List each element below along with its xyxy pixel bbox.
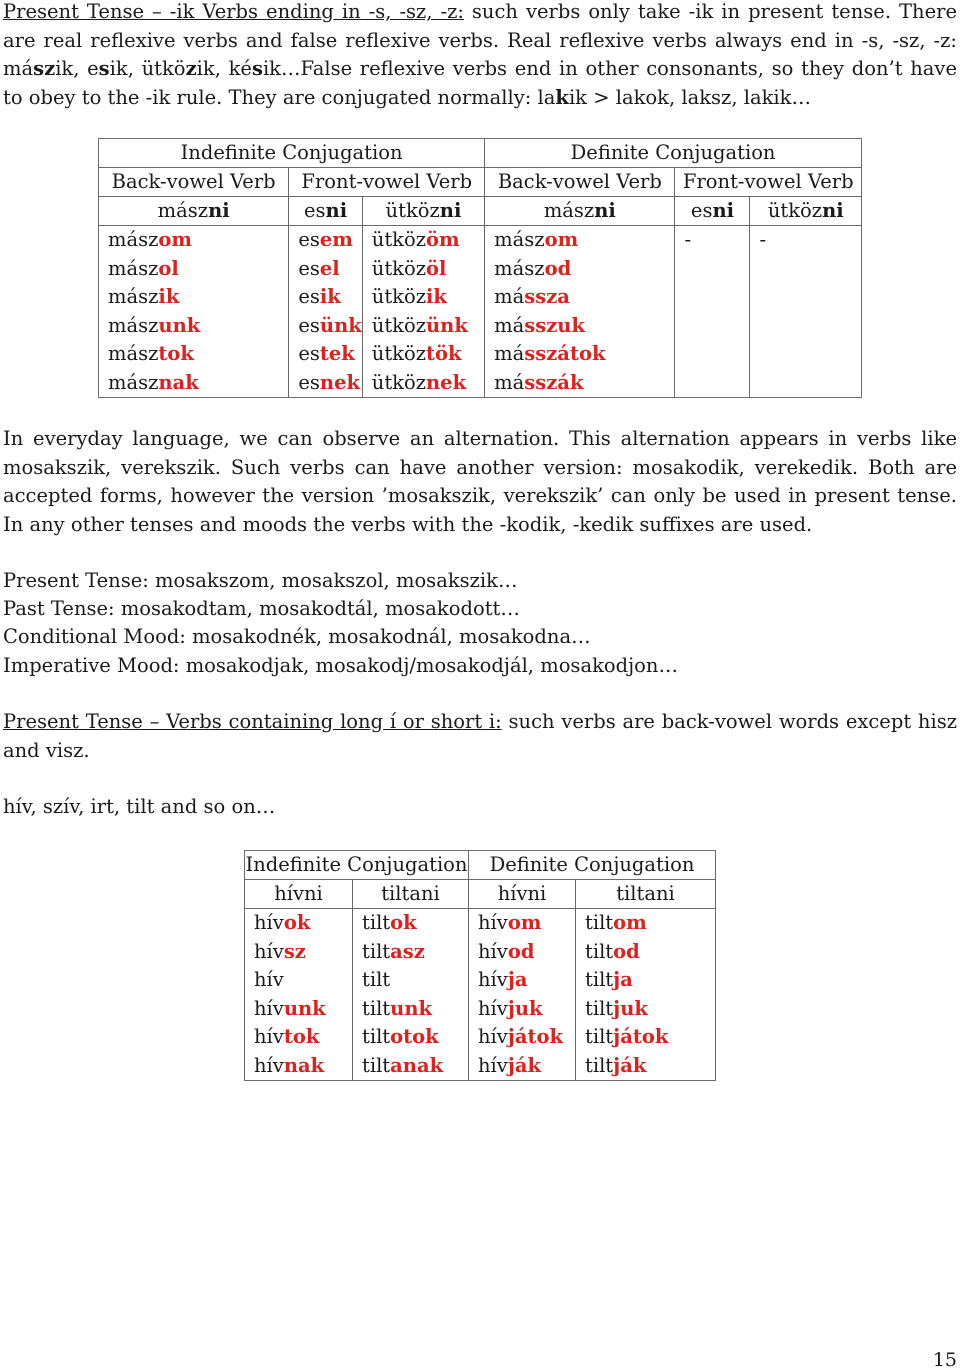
infinitive: tiltani: [576, 880, 716, 909]
verb-ending: ol: [158, 256, 179, 280]
ending: ni: [208, 199, 230, 222]
conjugated-form: [254, 1052, 352, 1081]
verb-stem: má: [494, 313, 525, 337]
conjugated-form: [494, 369, 674, 398]
verb-stem: tilt: [362, 1053, 391, 1077]
verb-ending: játok: [613, 1025, 669, 1048]
infinitive: [675, 197, 750, 226]
verb-ending: om: [544, 228, 579, 251]
verb-stem: mász: [494, 228, 545, 251]
verb-stem: hív: [478, 939, 508, 963]
verb-ending: sz: [283, 939, 306, 963]
conjugated-form: [478, 1023, 575, 1052]
verb-ending: ik: [426, 285, 447, 308]
conjugated-form: [298, 369, 361, 398]
verb-stem: ütköz: [371, 313, 426, 337]
conjugated-form: [478, 938, 575, 967]
conjugated-form: [585, 966, 715, 995]
verb-stem: tilt: [585, 1053, 614, 1077]
verb-ending: juk: [613, 996, 648, 1020]
conjugated-form: [478, 966, 575, 995]
page-number: 15: [932, 1349, 957, 1371]
stem: ütköz: [385, 199, 440, 222]
conjugated-form: [494, 312, 674, 341]
conjugated-form: [362, 966, 468, 995]
conjugated-form: [254, 966, 352, 995]
tense-line: Conditional Mood: mosakodnék, mosakodnál, mosakodna…: [3, 625, 591, 648]
example-part: ik…: [262, 57, 301, 80]
conjugated-form: [585, 909, 715, 938]
column-definite-hivni: [469, 909, 576, 1081]
conjugated-form: [298, 312, 361, 341]
dash: -: [759, 228, 767, 251]
verb-ending: ok: [390, 911, 417, 934]
column-indefinite-hivni: [245, 909, 353, 1081]
conjugated-form: [372, 226, 484, 255]
verb-ending: ik: [158, 285, 180, 308]
verb-ending: öm: [426, 228, 460, 251]
subheader: Front-vowel Verb: [675, 168, 862, 197]
header-definite: Definite Conjugation: [469, 851, 716, 880]
conjugated-form: [254, 995, 352, 1024]
verb-stem: hív: [254, 1025, 284, 1048]
section-heading-ik-verbs: Present Tense – -ik Verbs ending in -s, -sz, -z:: [3, 0, 464, 23]
stem: mász: [157, 199, 209, 222]
verb-stem: tilt: [362, 968, 391, 991]
column-definite-front-esni: [675, 226, 750, 398]
infinitive: tiltani: [353, 880, 469, 909]
conjugated-form: [254, 909, 352, 938]
verb-stem: hív: [254, 968, 284, 991]
tense-line: Imperative Mood: mosakodjak, mosakodj/mosakodjál, mosakodjon…: [3, 654, 678, 677]
verb-stem: ütköz: [371, 370, 426, 394]
infinitive: hívni: [245, 880, 353, 909]
verb-stem: es: [298, 370, 320, 394]
verb-ending: unk: [283, 996, 326, 1020]
conjugated-form: [372, 283, 484, 312]
conjugated-form: [108, 255, 288, 284]
header-definite: Definite Conjugation: [485, 139, 862, 168]
verb-ending: od: [507, 939, 535, 963]
verb-ending: om: [507, 911, 542, 934]
conjugated-form: [372, 255, 484, 284]
verb-ending: ünk: [426, 313, 468, 337]
verb-ending: od: [613, 939, 640, 963]
conjugated-form: [108, 226, 288, 255]
conjugated-form: [372, 312, 484, 341]
verb-stem: mász: [108, 370, 159, 394]
verb-stem: tilt: [362, 911, 391, 934]
verb-ending: om: [158, 228, 193, 251]
verb-stem: es: [298, 228, 320, 251]
example-bold: sz: [33, 57, 56, 80]
intro-paragraph: [3, 0, 957, 112]
verb-stem: tilt: [585, 968, 614, 991]
verb-stem: hív: [478, 968, 508, 991]
conjugated-form: [254, 938, 352, 967]
verb-stem: ütköz: [371, 228, 426, 251]
conjugated-form: [478, 1052, 575, 1081]
intro-text-2: False reflexive verbs end in other consonants, so they don’t have to obey to the -ik rule. They are conjugated normally: la: [3, 57, 957, 109]
stem: es: [690, 199, 713, 222]
verb-ending: tek: [319, 342, 355, 365]
verb-ending: sszák: [524, 370, 584, 394]
conjugated-form: [362, 938, 468, 967]
column-definite-front-utkozni: [750, 226, 862, 398]
conjugated-form: [585, 938, 715, 967]
verb-stem: mász: [108, 342, 159, 365]
conjugated-form: [108, 369, 288, 398]
conjugated-form: [298, 226, 361, 255]
example-bold: s: [98, 57, 110, 80]
stem: es: [303, 199, 326, 222]
verb-ending: el: [319, 256, 340, 280]
conjugated-form: [298, 283, 361, 312]
conjugated-form: [372, 369, 484, 398]
conjugated-form: [494, 226, 674, 255]
verb-stem: es: [298, 342, 320, 365]
dash: -: [684, 228, 692, 251]
verb-ending: om: [613, 911, 647, 934]
example-part: má: [3, 57, 34, 80]
conjugated-form: [108, 312, 288, 341]
infinitive: [485, 197, 675, 226]
infinitive: [289, 197, 362, 226]
verb-ending: ik: [319, 285, 341, 308]
verb-stem: es: [298, 285, 320, 308]
verb-stem: hív: [478, 1053, 508, 1077]
example-bold: s: [251, 57, 263, 80]
column-indefinite-tiltani: [353, 909, 469, 1081]
ending: ni: [325, 199, 348, 222]
header-indefinite: Indefinite Conjugation: [99, 139, 485, 168]
long-i-paragraph: [3, 708, 957, 765]
verb-ending: juk: [507, 996, 543, 1020]
column-definite-tiltani: [576, 909, 716, 1081]
verb-stem: tilt: [585, 1025, 614, 1048]
verb-stem: tilt: [585, 911, 614, 934]
verb-ending: ják: [507, 1053, 542, 1077]
alternation-paragraph: In everyday language, we can observe an alternation. This alternation appears in verbs like mosakszik, verekszik. Such verbs can have another version: mosakodik, verekedik. Both are accepted forms, however the version ’mosakszik, verekszik’ can only be used in present tense. In any other tenses and moods the verbs with the -kodik, -kedik suffixes are used.: [3, 427, 957, 536]
verb-stem: hív: [254, 911, 284, 934]
verb-ending: nak: [283, 1053, 325, 1077]
verb-ending: anak: [390, 1053, 444, 1077]
conjugated-form: [362, 995, 468, 1024]
conjugated-form: [585, 1052, 715, 1081]
conjugated-form: [108, 283, 288, 312]
verb-stem: mász: [494, 256, 545, 280]
verb-stem: má: [494, 342, 525, 365]
ending: ni: [822, 199, 844, 222]
conjugated-form: [478, 909, 575, 938]
conjugated-form: [298, 340, 361, 369]
conjugated-form: [478, 995, 575, 1024]
conjugated-form: [108, 340, 288, 369]
conjugation-table-i-verbs: [244, 850, 716, 1081]
intro-text-1: such verbs only take -ik in present tense. There are real reflexive verbs and false reflexive verbs. Real reflexive verbs always end in -s, -sz, -z:: [3, 0, 957, 52]
verb-ending: ja: [507, 968, 528, 991]
conjugated-form: [494, 255, 674, 284]
conjugated-form: [494, 340, 674, 369]
example-bold: k: [555, 85, 569, 109]
verb-ending: od: [544, 256, 572, 280]
verb-stem: tilt: [585, 996, 614, 1020]
verb-ending: unk: [158, 313, 201, 337]
verb-stem: es: [298, 256, 320, 280]
verb-ending: játok: [507, 1025, 564, 1048]
verb-ending: asz: [390, 939, 425, 963]
tense-line: Present Tense: mosakszom, mosakszol, mosakszik…: [3, 569, 518, 592]
conjugated-form: [494, 283, 674, 312]
verb-stem: tilt: [362, 939, 391, 963]
verb-ending: otok: [390, 1025, 439, 1048]
verb-stem: es: [298, 313, 320, 337]
verb-stem: má: [494, 370, 525, 394]
conjugated-form: [372, 340, 484, 369]
conjugated-form: [362, 909, 468, 938]
verb-stem: mász: [108, 228, 159, 251]
tense-line: Past Tense: mosakodtam, mosakodtál, mosakodott…: [3, 597, 520, 620]
verb-stem: má: [494, 285, 525, 308]
verb-stem: hív: [478, 911, 508, 934]
verb-stem: mász: [108, 313, 159, 337]
verb-stem: mász: [108, 256, 159, 280]
verb-ending: sszátok: [524, 342, 606, 365]
column-indefinite-front-utkozni: [362, 226, 484, 398]
infinitive: [750, 197, 862, 226]
stem: ütköz: [767, 199, 823, 222]
ending: ni: [712, 199, 735, 222]
stem: mász: [543, 199, 595, 222]
infinitive: [362, 197, 484, 226]
verb-stem: tilt: [362, 996, 391, 1020]
subheader: Back-vowel Verb: [99, 168, 289, 197]
conjugated-form: [585, 995, 715, 1024]
verb-ending: tok: [158, 342, 194, 365]
example-part: ik, e: [55, 57, 99, 80]
ending: ni: [594, 199, 616, 222]
verb-stem: hív: [478, 1025, 508, 1048]
verb-stem: tilt: [362, 1025, 391, 1048]
verb-ending: unk: [390, 996, 433, 1020]
verb-ending: öl: [426, 256, 447, 280]
verb-ending: nek: [319, 370, 360, 394]
verb-stem: mász: [108, 285, 159, 308]
conjugated-form: [362, 1023, 468, 1052]
subheader: Front-vowel Verb: [289, 168, 485, 197]
verb-stem: ütköz: [371, 256, 426, 280]
infinitive: hívni: [469, 880, 576, 909]
section-heading-long-i: Present Tense – Verbs containing long í or short i:: [3, 710, 502, 733]
example-part: ik, ké: [196, 57, 252, 80]
examples-line: hív, szív, irt, tilt and so on…: [3, 795, 276, 818]
example-part: ik, ütkö: [109, 57, 186, 80]
verb-stem: ütköz: [371, 285, 426, 308]
verb-ending: ja: [613, 968, 633, 991]
verb-ending: ssza: [524, 285, 570, 308]
conjugated-form: [298, 255, 361, 284]
verb-ending: nek: [426, 370, 467, 394]
verb-ending: em: [319, 228, 353, 251]
verb-ending: ják: [613, 1053, 647, 1077]
verb-stem: ütköz: [371, 342, 426, 365]
example-bold: z: [185, 57, 197, 80]
conjugated-form: [254, 1023, 352, 1052]
verb-ending: ünk: [319, 313, 362, 337]
column-indefinite-front-esni: [289, 226, 362, 398]
verb-ending: tök: [426, 342, 462, 365]
column-definite-back: [485, 226, 675, 398]
verb-ending: tok: [283, 1025, 320, 1048]
ending: ni: [439, 199, 462, 222]
verb-stem: hív: [254, 939, 284, 963]
verb-stem: tilt: [585, 939, 614, 963]
long-i-text: such verbs are back-vowel words except hisz and visz.: [3, 710, 957, 762]
verb-stem: hív: [254, 996, 284, 1020]
column-indefinite-back: [99, 226, 289, 398]
verb-stem: hív: [478, 996, 508, 1020]
verb-ending: sszuk: [524, 313, 585, 337]
conjugated-form: [585, 1023, 715, 1052]
conjugated-form: [362, 1052, 468, 1081]
conjugation-table-ik-verbs: [98, 138, 862, 398]
verb-stem: hív: [254, 1053, 284, 1077]
verb-ending: ok: [283, 911, 311, 934]
infinitive: [99, 197, 289, 226]
verb-ending: nak: [158, 370, 199, 394]
header-indefinite: Indefinite Conjugation: [245, 851, 469, 880]
subheader: Back-vowel Verb: [485, 168, 675, 197]
intro-text-3: ik > lakok, laksz, lakik…: [568, 85, 811, 109]
